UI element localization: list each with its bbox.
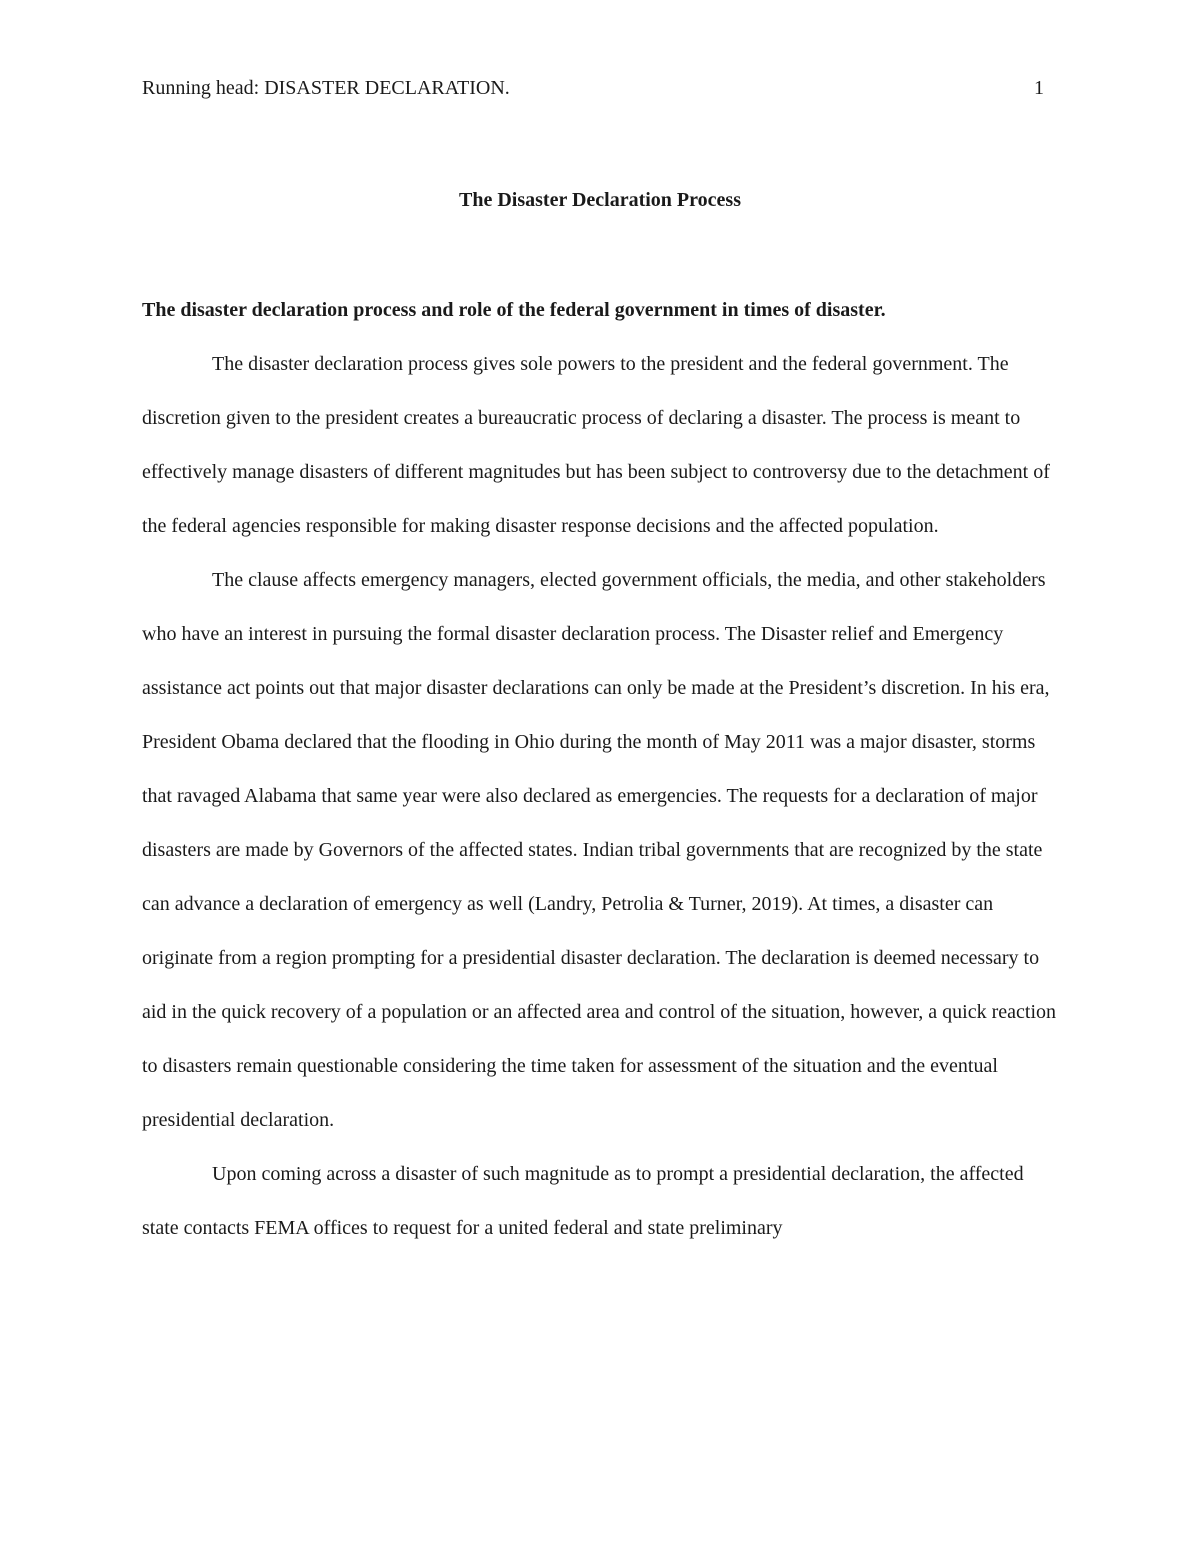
body-paragraph: Upon coming across a disaster of such magnitude as to prompt a presidential declaration, the affected state contacts FEMA offices to request for a united federal and state preliminary bbox=[142, 1163, 1024, 1239]
document-body bbox=[142, 283, 1060, 1255]
page-number: 1 bbox=[1034, 77, 1044, 99]
document-title: The Disaster Declaration Process bbox=[459, 189, 741, 211]
body-paragraph: The disaster declaration process gives sole powers to the president and the federal government. The discretion given to the president creates a bureaucratic process of declaring a disaster. The process is meant to effectively manage disasters of different magnitudes but has been subject to controversy due to the detachment of the federal agencies responsible for making disaster response decisions and the affected population. bbox=[142, 353, 1050, 537]
running-head: Running head: DISASTER DECLARATION. bbox=[142, 77, 510, 99]
page-header bbox=[142, 74, 1044, 102]
section-heading: The disaster declaration process and role of the federal government in times of disaster. bbox=[142, 299, 886, 321]
body-paragraph: The clause affects emergency managers, elected government officials, the media, and other stakeholders who have an interest in pursuing the formal disaster declaration process. The Disaster relief and Emergency assistance act points out that major disaster declarations can only be made at the President’s discretion. In his era, President Obama declared that the flooding in Ohio during the month of May 2011 was a major disaster, storms that ravaged Alabama that same year were also declared as emergencies. The requests for a declaration of major disasters are made by Governors of the affected states. Indian tribal governments that are recognized by the state can advance a declaration of emergency as well (Landry, Petrolia & Turner, 2019). At times, a disaster can originate from a region prompting for a presidential disaster declaration. The declaration is deemed necessary to aid in the quick recovery of a population or an affected area and control of the situation, however, a quick reaction to disasters remain questionable considering the time taken for assessment of the situation and the eventual presidential declaration. bbox=[142, 569, 1057, 1131]
